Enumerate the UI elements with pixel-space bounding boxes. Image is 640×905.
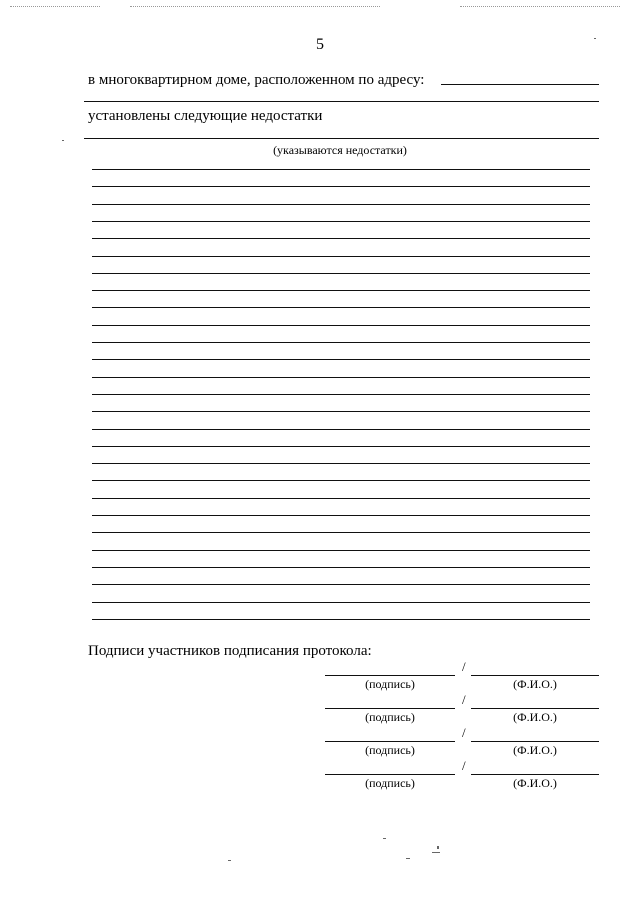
address-line-label: в многоквартирном доме, расположенном по адресу: <box>88 72 425 88</box>
deficiency-line <box>92 550 590 551</box>
name-line <box>471 774 599 775</box>
address-line-continued <box>84 101 599 102</box>
signature-separator: / <box>462 659 466 674</box>
name-line <box>471 741 599 742</box>
address-blank <box>441 84 599 85</box>
deficiency-line <box>92 290 590 291</box>
deficiency-line <box>92 498 590 499</box>
name-line <box>471 708 599 709</box>
deficiency-line <box>92 584 590 585</box>
deficiency-line <box>92 256 590 257</box>
deficiency-line <box>92 463 590 464</box>
deficiencies-heading: установлены следующие недостатки <box>88 108 323 124</box>
deficiency-line <box>92 273 590 274</box>
full-name-label: (Ф.И.О.) <box>513 710 557 724</box>
deficiency-line <box>92 429 590 430</box>
deficiency-line <box>92 238 590 239</box>
signature-label: (подпись) <box>365 710 415 724</box>
scan-artifact <box>10 6 100 9</box>
deficiency-line <box>92 619 590 620</box>
signature-label: (подпись) <box>365 776 415 790</box>
deficiency-line <box>92 221 590 222</box>
scan-speck <box>228 860 231 861</box>
signature-separator: / <box>462 692 466 707</box>
deficiency-line <box>92 204 590 205</box>
full-name-label: (Ф.И.О.) <box>513 677 557 691</box>
deficiency-line <box>92 394 590 395</box>
full-name-label: (Ф.И.О.) <box>513 743 557 757</box>
deficiency-line <box>92 567 590 568</box>
signature-separator: / <box>462 758 466 773</box>
scan-artifact <box>130 6 380 9</box>
signatures-heading: Подписи участников подписания протокола: <box>88 643 372 659</box>
scan-speck <box>406 858 410 859</box>
deficiency-line <box>92 480 590 481</box>
deficiency-line <box>92 307 590 308</box>
deficiency-line <box>92 377 590 378</box>
deficiency-line <box>92 325 590 326</box>
signature-line <box>325 708 455 709</box>
name-line <box>471 675 599 676</box>
deficiency-line <box>92 411 590 412</box>
scan-speck <box>62 140 64 141</box>
scan-speck <box>437 846 439 849</box>
deficiency-line <box>92 342 590 343</box>
full-name-label: (Ф.И.О.) <box>513 776 557 790</box>
signature-label: (подпись) <box>365 677 415 691</box>
deficiency-line <box>92 532 590 533</box>
scan-speck <box>432 852 440 853</box>
deficiency-line <box>92 169 590 170</box>
deficiencies-caption: (указываются недостатки) <box>273 143 407 157</box>
deficiency-line <box>92 359 590 360</box>
deficiency-line <box>92 186 590 187</box>
deficiency-line <box>92 446 590 447</box>
deficiency-line <box>92 515 590 516</box>
deficiencies-heading-rule <box>84 138 599 139</box>
scan-artifact <box>460 6 620 9</box>
signature-separator: / <box>462 725 466 740</box>
signature-line <box>325 774 455 775</box>
scan-speck <box>594 38 596 39</box>
signature-line <box>325 675 455 676</box>
deficiency-line <box>92 602 590 603</box>
signature-line <box>325 741 455 742</box>
scan-speck <box>383 838 386 839</box>
signature-label: (подпись) <box>365 743 415 757</box>
page-number: 5 <box>316 36 324 53</box>
